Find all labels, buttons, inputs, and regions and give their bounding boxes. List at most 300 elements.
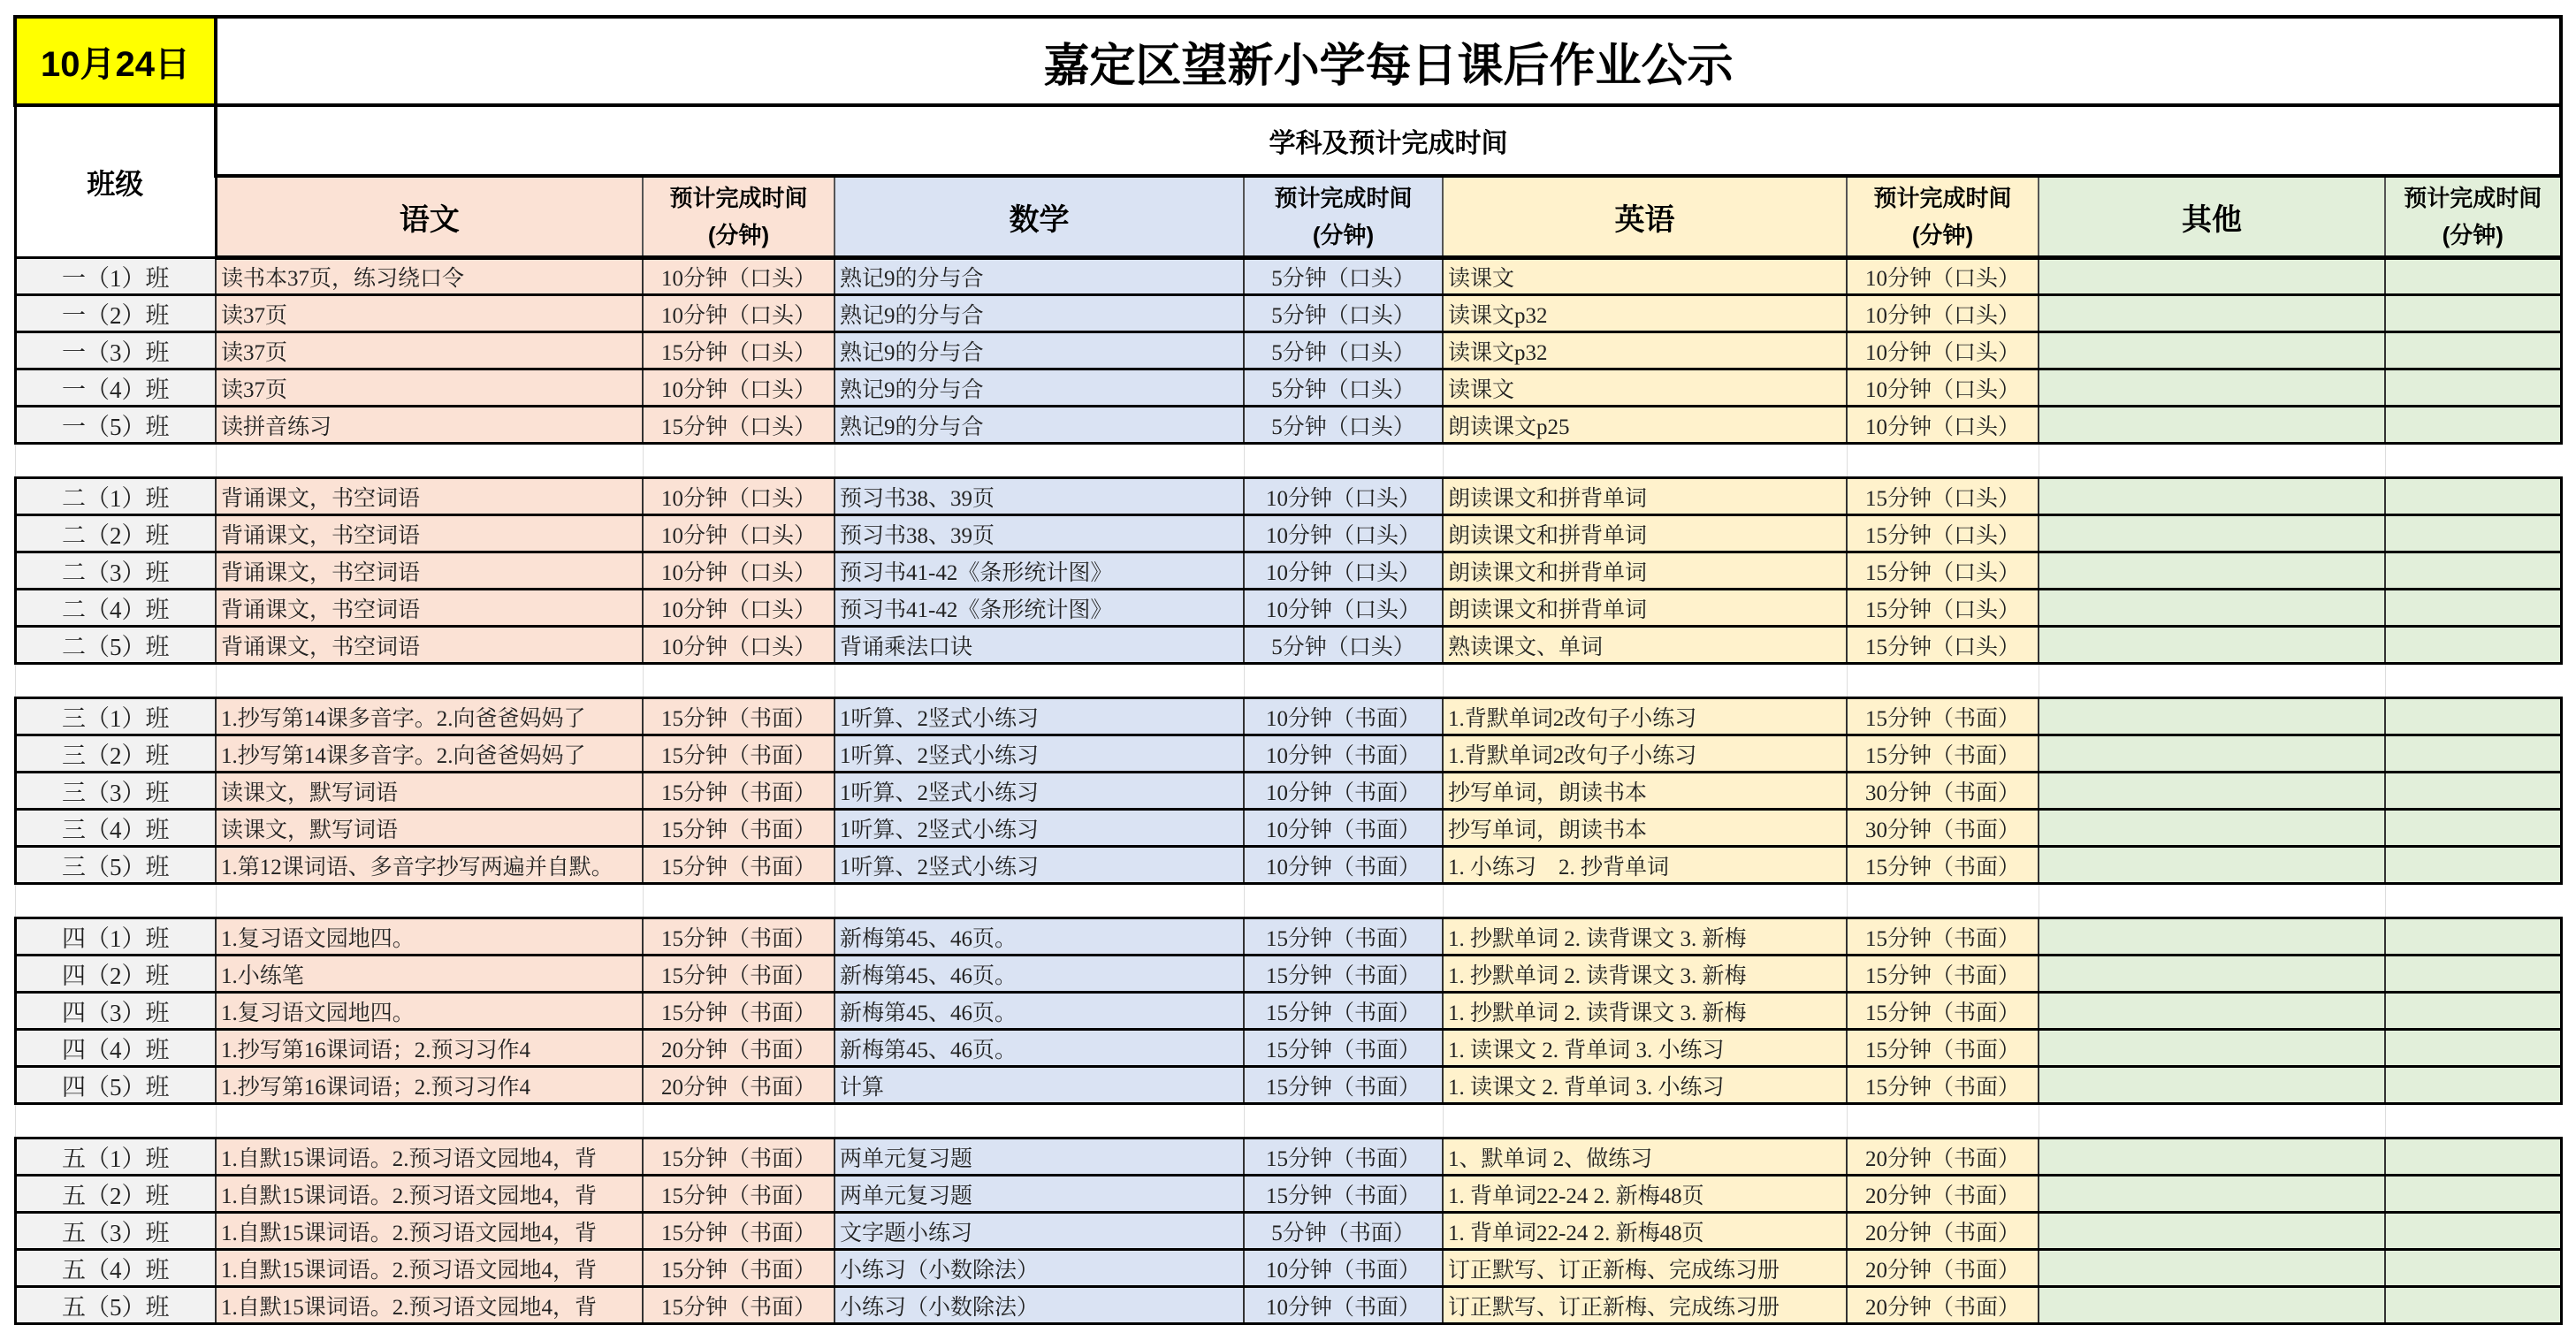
time-label: 预计完成时间 [1274,185,1413,211]
cell-other[interactable] [2039,1213,2385,1250]
cell-class[interactable]: 四（5）班 [15,1067,216,1104]
cell-english[interactable]: 熟读课文、单词 [1443,627,1847,664]
cell-math[interactable]: 熟记9的分与合 [835,295,1244,332]
empty-cell[interactable] [835,444,1244,478]
cell-chinese[interactable]: 背诵课文，书空词语 [216,478,643,515]
cell-math-time[interactable]: 10分钟（书面） [1244,1250,1443,1287]
cell-class[interactable]: 四（2）班 [15,956,216,993]
header-other-time[interactable] [2385,176,2561,258]
cell-english[interactable]: 1. 小练习 2. 抄背单词 [1443,847,1847,884]
cell-english-time[interactable]: 10分钟（口头） [1847,295,2039,332]
cell-other[interactable] [2039,810,2385,847]
empty-cell[interactable] [1244,444,1443,478]
cell-class[interactable]: 三（5）班 [15,847,216,884]
cell-english[interactable]: 1. 读课文 2. 背单词 3. 小练习 [1443,1067,1847,1104]
cell-chinese[interactable]: 读课文，默写词语 [216,773,643,810]
empty-cell[interactable] [216,884,643,918]
cell-class[interactable]: 五（1）班 [15,1138,216,1176]
empty-cell[interactable] [1443,664,1847,698]
cell-chinese[interactable]: 背诵课文，书空词语 [216,627,643,664]
empty-cell[interactable] [15,884,216,918]
cell-math-time[interactable]: 5分钟（口头） [1244,369,1443,407]
table-row [15,993,2561,1030]
cell-math-time[interactable]: 15分钟（书面） [1244,1176,1443,1213]
empty-cell[interactable] [1847,444,2039,478]
cell-chinese-time[interactable]: 15分钟（书面） [643,1250,835,1287]
empty-cell[interactable] [835,1104,1244,1138]
cell-other[interactable] [2039,552,2385,590]
empty-cell[interactable] [2385,664,2561,698]
cell-math-time[interactable]: 5分钟（口头） [1244,407,1443,444]
empty-cell[interactable] [216,664,643,698]
cell-class[interactable]: 二（1）班 [15,478,216,515]
empty-cell[interactable] [2039,884,2385,918]
cell-class[interactable]: 二（5）班 [15,627,216,664]
cell-chinese-time[interactable]: 15分钟（口头） [643,407,835,444]
cell-other-time[interactable] [2385,1138,2561,1176]
cell-other[interactable] [2039,515,2385,552]
cell-english[interactable]: 1.背默单词2改句子小练习 [1443,698,1847,735]
cell-english[interactable]: 订正默写、订正新梅、完成练习册 [1443,1287,1847,1324]
cell-math[interactable]: 小练习（小数除法） [835,1287,1244,1324]
cell-class[interactable]: 三（2）班 [15,735,216,773]
empty-cell[interactable] [835,884,1244,918]
cell-class[interactable]: 五（5）班 [15,1287,216,1324]
time-unit: (分钟) [707,222,770,248]
cell-english-time[interactable]: 15分钟（口头） [1847,515,2039,552]
cell-class[interactable]: 一（4）班 [15,369,216,407]
cell-math[interactable]: 预习书41-42《条形统计图》 [835,590,1244,627]
cell-math[interactable]: 熟记9的分与合 [835,369,1244,407]
cell-chinese-time[interactable]: 10分钟（口头） [643,258,835,295]
empty-cell[interactable] [15,1104,216,1138]
cell-math[interactable]: 1听算、2竖式小练习 [835,698,1244,735]
cell-math-time[interactable]: 5分钟（口头） [1244,332,1443,369]
cell-math-time[interactable]: 5分钟（书面） [1244,1213,1443,1250]
cell-english[interactable]: 朗读课文p25 [1443,407,1847,444]
cell-class[interactable]: 三（3）班 [15,773,216,810]
cell-other[interactable] [2039,627,2385,664]
cell-math[interactable]: 文字题小练习 [835,1213,1244,1250]
cell-chinese[interactable]: 读拼音练习 [216,407,643,444]
cell-class[interactable]: 二（2）班 [15,515,216,552]
cell-chinese-time[interactable]: 15分钟（书面） [643,735,835,773]
cell-class[interactable]: 一（5）班 [15,407,216,444]
empty-cell[interactable] [15,444,216,478]
cell-english-time[interactable]: 10分钟（口头） [1847,369,2039,407]
table-row [15,258,2561,295]
empty-cell[interactable] [1244,1104,1443,1138]
cell-other[interactable] [2039,773,2385,810]
cell-math-time[interactable]: 10分钟（书面） [1244,773,1443,810]
cell-other-time[interactable] [2385,698,2561,735]
cell-english[interactable]: 抄写单词，朗读书本 [1443,810,1847,847]
cell-english[interactable]: 1. 背单词22-24 2. 新梅48页 [1443,1213,1847,1250]
cell-english-time[interactable]: 15分钟（口头） [1847,590,2039,627]
cell-other-time[interactable] [2385,1176,2561,1213]
cell-english-time[interactable]: 15分钟（书面） [1847,1067,2039,1104]
cell-other-time[interactable] [2385,918,2561,956]
cell-chinese-time[interactable]: 15分钟（书面） [643,698,835,735]
empty-cell[interactable] [1847,1104,2039,1138]
cell-english[interactable]: 1. 抄默单词 2. 读背课文 3. 新梅 [1443,918,1847,956]
empty-cell[interactable] [1244,664,1443,698]
cell-math-time[interactable]: 10分钟（口头） [1244,478,1443,515]
cell-other-time[interactable] [2385,515,2561,552]
cell-english[interactable]: 朗读课文和拼背单词 [1443,590,1847,627]
cell-chinese-time[interactable]: 15分钟（书面） [643,1176,835,1213]
cell-other-time[interactable] [2385,1250,2561,1287]
cell-other[interactable] [2039,478,2385,515]
cell-class[interactable]: 五（3）班 [15,1213,216,1250]
cell-chinese[interactable]: 1.第12课词语、多音字抄写两遍并自默。 [216,847,643,884]
cell-chinese[interactable]: 1.小练笔 [216,956,643,993]
cell-english-time[interactable]: 15分钟（口头） [1847,627,2039,664]
cell-other-time[interactable] [2385,552,2561,590]
cell-english[interactable]: 抄写单词，朗读书本 [1443,773,1847,810]
header-english-time[interactable] [1847,176,2039,258]
cell-math[interactable]: 新梅第45、46页。 [835,918,1244,956]
cell-chinese-time[interactable]: 10分钟（口头） [643,478,835,515]
cell-chinese-time[interactable]: 10分钟（口头） [643,627,835,664]
cell-other-time[interactable] [2385,590,2561,627]
cell-other[interactable] [2039,1287,2385,1324]
cell-math[interactable]: 1听算、2竖式小练习 [835,773,1244,810]
cell-math[interactable]: 新梅第45、46页。 [835,1030,1244,1067]
cell-class[interactable]: 四（4）班 [15,1030,216,1067]
cell-class[interactable]: 一（3）班 [15,332,216,369]
cell-class[interactable]: 四（3）班 [15,993,216,1030]
cell-chinese-time[interactable]: 15分钟（口头） [643,332,835,369]
cell-chinese-time[interactable]: 15分钟（书面） [643,918,835,956]
cell-english[interactable]: 1. 读课文 2. 背单词 3. 小练习 [1443,1030,1847,1067]
cell-other-time[interactable] [2385,407,2561,444]
empty-cell[interactable] [2385,444,2561,478]
cell-other[interactable] [2039,847,2385,884]
cell-math[interactable]: 预习书38、39页 [835,478,1244,515]
cell-chinese[interactable]: 读37页 [216,332,643,369]
empty-cell[interactable] [643,884,835,918]
cell-math[interactable]: 新梅第45、46页。 [835,993,1244,1030]
cell-other-time[interactable] [2385,993,2561,1030]
cell-chinese[interactable]: 1.自默15课词语。2.预习语文园地4，背 [216,1287,643,1324]
cell-chinese-time[interactable]: 15分钟（书面） [643,956,835,993]
cell-other[interactable] [2039,993,2385,1030]
cell-math[interactable]: 熟记9的分与合 [835,258,1244,295]
empty-cell[interactable] [216,1104,643,1138]
cell-chinese[interactable]: 1.复习语文园地四。 [216,993,643,1030]
cell-math[interactable]: 熟记9的分与合 [835,332,1244,369]
table-row [15,1067,2561,1104]
cell-chinese[interactable]: 背诵课文，书空词语 [216,590,643,627]
cell-class[interactable]: 三（4）班 [15,810,216,847]
table-row [15,627,2561,664]
cell-math-time[interactable]: 15分钟（书面） [1244,1067,1443,1104]
cell-math-time[interactable]: 15分钟（书面） [1244,993,1443,1030]
cell-math[interactable]: 背诵乘法口诀 [835,627,1244,664]
cell-chinese-time[interactable]: 10分钟（口头） [643,552,835,590]
cell-math-time[interactable]: 10分钟（口头） [1244,552,1443,590]
cell-chinese[interactable]: 1.自默15课词语。2.预习语文园地4，背 [216,1213,643,1250]
empty-cell[interactable] [643,664,835,698]
cell-english-time[interactable]: 15分钟（书面） [1847,918,2039,956]
cell-chinese[interactable]: 背诵课文，书空词语 [216,515,643,552]
cell-math-time[interactable]: 15分钟（书面） [1244,956,1443,993]
cell-chinese[interactable]: 1.抄写第16课词语；2.预习习作4 [216,1067,643,1104]
cell-class[interactable]: 二（3）班 [15,552,216,590]
cell-other-time[interactable] [2385,258,2561,295]
cell-class[interactable]: 一（1）班 [15,258,216,295]
cell-chinese[interactable]: 读37页 [216,295,643,332]
subjects-header[interactable]: 学科及预计完成时间 [216,105,2561,176]
table-row [15,1250,2561,1287]
cell-math[interactable]: 小练习（小数除法） [835,1250,1244,1287]
homework-table [13,15,2563,1325]
cell-class[interactable]: 二（4）班 [15,590,216,627]
group-spacer-row [15,664,2561,698]
empty-cell[interactable] [1847,664,2039,698]
table-row [15,515,2561,552]
cell-english-time[interactable]: 15分钟（书面） [1847,735,2039,773]
cell-other[interactable] [2039,407,2385,444]
table-row [15,1138,2561,1176]
cell-class[interactable]: 三（1）班 [15,698,216,735]
cell-other[interactable] [2039,590,2385,627]
cell-chinese[interactable]: 1.自默15课词语。2.预习语文园地4，背 [216,1176,643,1213]
cell-other[interactable] [2039,1030,2385,1067]
empty-cell[interactable] [216,444,643,478]
cell-english[interactable]: 1.背默单词2改句子小练习 [1443,735,1847,773]
cell-other-time[interactable] [2385,627,2561,664]
cell-class[interactable]: 五（2）班 [15,1176,216,1213]
cell-english-time[interactable]: 15分钟（书面） [1847,993,2039,1030]
class-column-header[interactable]: 班级 [15,105,216,258]
cell-english-time[interactable]: 15分钟（口头） [1847,478,2039,515]
cell-english[interactable]: 朗读课文和拼背单词 [1443,552,1847,590]
cell-english[interactable]: 订正默写、订正新梅、完成练习册 [1443,1250,1847,1287]
cell-chinese-time[interactable]: 10分钟（口头） [643,515,835,552]
cell-other-time[interactable] [2385,847,2561,884]
cell-math[interactable]: 新梅第45、46页。 [835,956,1244,993]
empty-cell[interactable] [643,1104,835,1138]
cell-chinese-time[interactable]: 15分钟（书面） [643,1287,835,1324]
cell-english[interactable]: 朗读课文和拼背单词 [1443,478,1847,515]
cell-chinese-time[interactable]: 15分钟（书面） [643,847,835,884]
cell-english-time[interactable]: 15分钟（书面） [1847,956,2039,993]
cell-math-time[interactable]: 10分钟（口头） [1244,590,1443,627]
cell-math-time[interactable]: 10分钟（口头） [1244,515,1443,552]
cell-math[interactable]: 预习书38、39页 [835,515,1244,552]
empty-cell[interactable] [1443,444,1847,478]
table-row [15,1213,2561,1250]
cell-english[interactable]: 1. 背单词22-24 2. 新梅48页 [1443,1176,1847,1213]
cell-other-time[interactable] [2385,295,2561,332]
cell-english-time[interactable]: 20分钟（书面） [1847,1250,2039,1287]
cell-english[interactable]: 1. 抄默单词 2. 读背课文 3. 新梅 [1443,956,1847,993]
cell-other-time[interactable] [2385,369,2561,407]
cell-math-time[interactable]: 15分钟（书面） [1244,918,1443,956]
empty-cell[interactable] [2385,1104,2561,1138]
cell-english-time[interactable]: 20分钟（书面） [1847,1213,2039,1250]
header-math-time[interactable] [1244,176,1443,258]
cell-chinese-time[interactable]: 10分钟（口头） [643,295,835,332]
cell-other[interactable] [2039,956,2385,993]
cell-other-time[interactable] [2385,810,2561,847]
empty-cell[interactable] [2039,444,2385,478]
cell-math-time[interactable]: 15分钟（书面） [1244,1138,1443,1176]
empty-cell[interactable] [835,664,1244,698]
group-spacer-row [15,884,2561,918]
time-label: 预计完成时间 [2404,185,2542,211]
cell-chinese-time[interactable]: 10分钟（口头） [643,369,835,407]
cell-english[interactable]: 读课文p32 [1443,332,1847,369]
cell-other[interactable] [2039,369,2385,407]
cell-chinese[interactable]: 读37页 [216,369,643,407]
cell-english-time[interactable]: 20分钟（书面） [1847,1287,2039,1324]
cell-other-time[interactable] [2385,1213,2561,1250]
header-math[interactable]: 数学 [835,176,1244,258]
cell-math-time[interactable]: 10分钟（书面） [1244,1287,1443,1324]
table-row [15,1030,2561,1067]
cell-class[interactable]: 五（4）班 [15,1250,216,1287]
cell-math-time[interactable]: 5分钟（口头） [1244,258,1443,295]
cell-other[interactable] [2039,295,2385,332]
header-other[interactable]: 其他 [2039,176,2385,258]
empty-cell[interactable] [15,664,216,698]
cell-math-time[interactable]: 10分钟（书面） [1244,698,1443,735]
cell-english-time[interactable]: 10分钟（口头） [1847,332,2039,369]
cell-english[interactable]: 读课文 [1443,369,1847,407]
cell-math[interactable]: 1听算、2竖式小练习 [835,847,1244,884]
table-row [15,810,2561,847]
table-row [15,956,2561,993]
cell-chinese[interactable]: 1.抄写第16课词语；2.预习习作4 [216,1030,643,1067]
cell-other-time[interactable] [2385,956,2561,993]
cell-math-time[interactable]: 5分钟（口头） [1244,295,1443,332]
cell-english[interactable]: 1. 抄默单词 2. 读背课文 3. 新梅 [1443,993,1847,1030]
cell-math-time[interactable]: 10分钟（书面） [1244,735,1443,773]
cell-chinese[interactable]: 1.复习语文园地四。 [216,918,643,956]
cell-english-time[interactable]: 20分钟（书面） [1847,1176,2039,1213]
cell-other-time[interactable] [2385,1287,2561,1324]
cell-other[interactable] [2039,1138,2385,1176]
date-cell[interactable]: 10月24日 [15,17,216,105]
cell-chinese-time[interactable]: 15分钟（书面） [643,1138,835,1176]
empty-cell[interactable] [1244,884,1443,918]
empty-cell[interactable] [2039,1104,2385,1138]
table-row [15,773,2561,810]
cell-other-time[interactable] [2385,735,2561,773]
cell-chinese-time[interactable]: 10分钟（口头） [643,590,835,627]
cell-chinese-time[interactable]: 15分钟（书面） [643,773,835,810]
header-chinese-time[interactable] [643,176,835,258]
cell-english[interactable]: 1、默单词 2、做练习 [1443,1138,1847,1176]
cell-english-time[interactable]: 30分钟（书面） [1847,773,2039,810]
cell-english-time[interactable]: 15分钟（书面） [1847,847,2039,884]
cell-chinese-time[interactable]: 20分钟（书面） [643,1067,835,1104]
cell-english-time[interactable]: 15分钟（书面） [1847,698,2039,735]
cell-chinese-time[interactable]: 15分钟（书面） [643,1213,835,1250]
empty-cell[interactable] [1443,1104,1847,1138]
cell-other-time[interactable] [2385,332,2561,369]
time-unit: (分钟) [1312,222,1375,248]
cell-math-time[interactable]: 15分钟（书面） [1244,1030,1443,1067]
cell-other-time[interactable] [2385,773,2561,810]
cell-other-time[interactable] [2385,478,2561,515]
group-spacer-row [15,444,2561,478]
cell-other[interactable] [2039,735,2385,773]
cell-math-time[interactable]: 10分钟（书面） [1244,847,1443,884]
cell-other[interactable] [2039,332,2385,369]
cell-other-time[interactable] [2385,1067,2561,1104]
cell-math[interactable]: 两单元复习题 [835,1176,1244,1213]
cell-class[interactable]: 四（1）班 [15,918,216,956]
empty-cell[interactable] [1443,884,1847,918]
cell-other[interactable] [2039,258,2385,295]
page-title[interactable]: 嘉定区望新小学每日课后作业公示 [216,17,2561,105]
cell-english[interactable]: 读课文 [1443,258,1847,295]
header-chinese[interactable]: 语文 [216,176,643,258]
cell-english[interactable]: 朗读课文和拼背单词 [1443,515,1847,552]
cell-chinese[interactable]: 背诵课文，书空词语 [216,552,643,590]
empty-cell[interactable] [2385,884,2561,918]
cell-english-time[interactable]: 20分钟（书面） [1847,1138,2039,1176]
cell-english-time[interactable]: 30分钟（书面） [1847,810,2039,847]
cell-math[interactable]: 1听算、2竖式小练习 [835,735,1244,773]
cell-other[interactable] [2039,1067,2385,1104]
cell-other[interactable] [2039,698,2385,735]
cell-chinese-time[interactable]: 15分钟（书面） [643,993,835,1030]
cell-chinese[interactable]: 1.自默15课词语。2.预习语文园地4，背 [216,1138,643,1176]
cell-math[interactable]: 预习书41-42《条形统计图》 [835,552,1244,590]
cell-chinese-time[interactable]: 20分钟（书面） [643,1030,835,1067]
cell-english-time[interactable]: 10分钟（口头） [1847,258,2039,295]
cell-math-time[interactable]: 10分钟（书面） [1244,810,1443,847]
cell-chinese[interactable]: 1.自默15课词语。2.预习语文园地4，背 [216,1250,643,1287]
table-row [15,590,2561,627]
empty-cell[interactable] [2039,664,2385,698]
cell-chinese[interactable]: 读书本37页，练习绕口令 [216,258,643,295]
cell-chinese-time[interactable]: 15分钟（书面） [643,810,835,847]
empty-cell[interactable] [643,444,835,478]
table-row [15,552,2561,590]
cell-class[interactable]: 一（2）班 [15,295,216,332]
empty-cell[interactable] [1847,884,2039,918]
table-row [15,295,2561,332]
cell-chinese[interactable]: 读课文，默写词语 [216,810,643,847]
cell-chinese[interactable]: 1.抄写第14课多音字。2.向爸爸妈妈了 [216,735,643,773]
cell-math[interactable]: 1听算、2竖式小练习 [835,810,1244,847]
table-row [15,332,2561,369]
cell-other[interactable] [2039,1250,2385,1287]
cell-math-time[interactable]: 5分钟（口头） [1244,627,1443,664]
table-row [15,478,2561,515]
cell-math[interactable]: 两单元复习题 [835,1138,1244,1176]
cell-english-time[interactable]: 15分钟（书面） [1847,1030,2039,1067]
cell-other[interactable] [2039,918,2385,956]
cell-english-time[interactable]: 10分钟（口头） [1847,407,2039,444]
cell-chinese[interactable]: 1.抄写第14课多音字。2.向爸爸妈妈了 [216,698,643,735]
header-english[interactable]: 英语 [1443,176,1847,258]
cell-math[interactable]: 熟记9的分与合 [835,407,1244,444]
cell-other[interactable] [2039,1176,2385,1213]
cell-english[interactable]: 读课文p32 [1443,295,1847,332]
cell-english-time[interactable]: 15分钟（口头） [1847,552,2039,590]
cell-other-time[interactable] [2385,1030,2561,1067]
cell-math[interactable]: 计算 [835,1067,1244,1104]
group-spacer-row [15,1104,2561,1138]
table-row [15,369,2561,407]
